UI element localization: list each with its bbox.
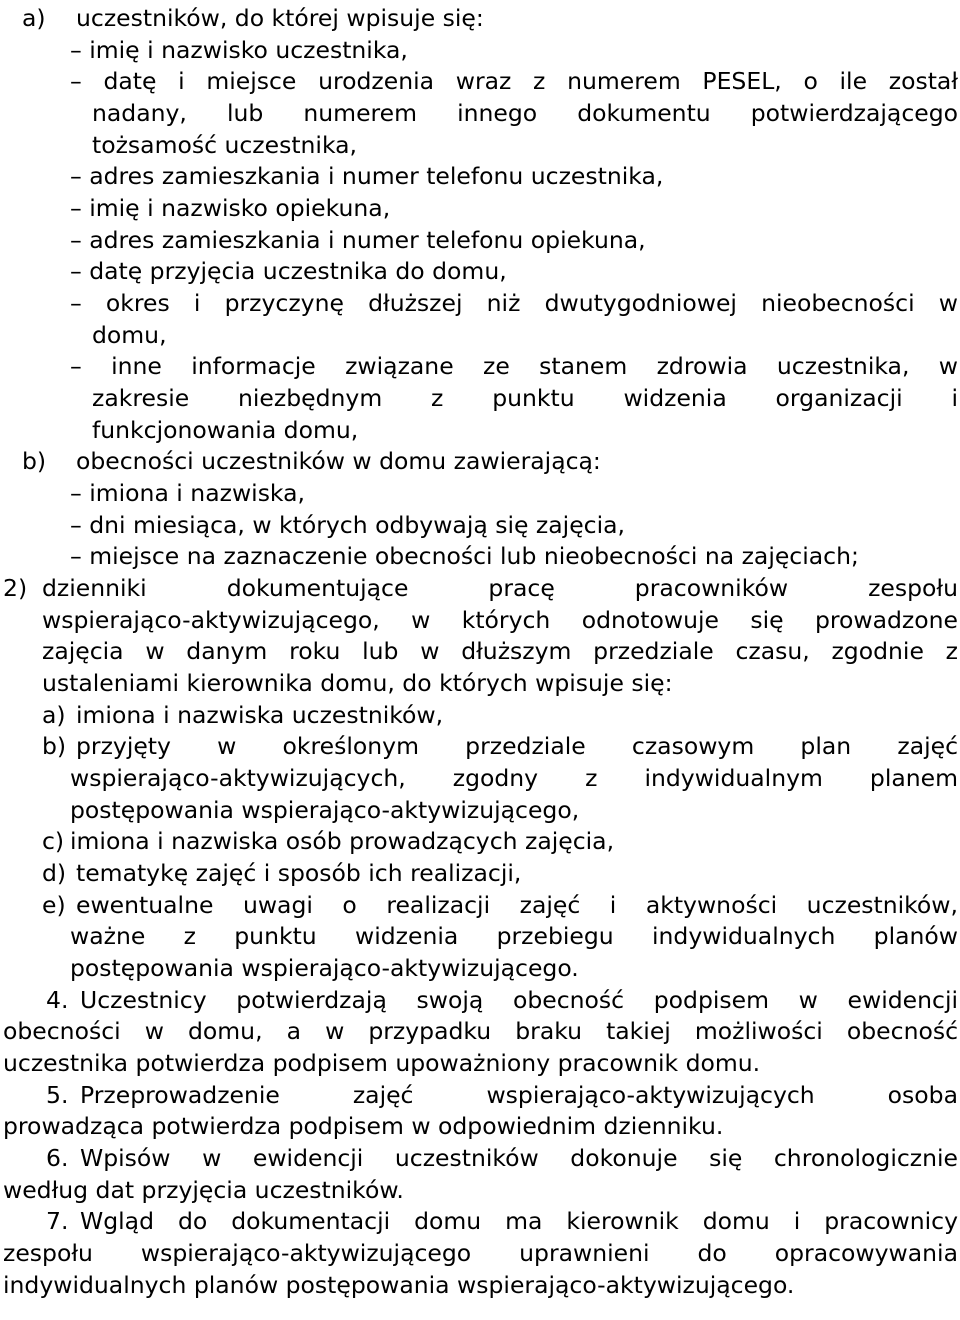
paragraph-line: Wpisów w ewidencji uczestników dokonuje się chronologicznie <box>80 1144 958 1172</box>
paragraph-line: według dat przyjęcia uczestników. <box>3 1176 404 1204</box>
list-a-dash-line: – datę i miejsce urodzenia wraz z numerem PESEL, o ile został <box>70 67 958 95</box>
point-2-line: wspierająco-aktywizującego, w których odnotowuje się prowadzone <box>42 606 958 634</box>
paragraph-line: indywidualnych planów postępowania wspierająco-aktywizującego. <box>3 1271 795 1299</box>
item-marker: a) <box>42 701 66 729</box>
list-marker-a: a) <box>22 4 46 32</box>
paragraph-line: obecności w domu, a w przypadku braku takiej możliwości obecność <box>3 1017 958 1045</box>
item-marker: b) <box>42 732 67 760</box>
list-a-continuation-line: domu, <box>92 321 167 349</box>
list-a-dash-line: – imię i nazwisko opiekuna, <box>70 194 391 222</box>
list-a-dash-line: – inne informacje związane ze stanem zdrowia uczestnika, w <box>70 352 958 380</box>
item-line: tematykę zajęć i sposób ich realizacji, <box>76 859 522 887</box>
paragraph-line: prowadząca potwierdza podpisem w odpowiednim dzienniku. <box>3 1112 724 1140</box>
paragraph-line: zespołu wspierająco-aktywizującego uprawnieni do opracowywania <box>3 1239 958 1267</box>
paragraph-number: 6. <box>46 1144 69 1172</box>
item-marker: d) <box>42 859 67 887</box>
item-line: ważne z punktu widzenia przebiegu indywidualnych planów <box>70 922 958 950</box>
paragraph-line: uczestnika potwierdza podpisem upoważniony pracownik domu. <box>3 1049 761 1077</box>
point-2-line: ustaleniami kierownika domu, do których wpisuje się: <box>42 669 673 697</box>
list-a-dash-line: – imię i nazwisko uczestnika, <box>70 36 408 64</box>
item-line: postępowania wspierająco-aktywizującego, <box>70 796 580 824</box>
list-a-continuation-line: tożsamość uczestnika, <box>92 131 358 159</box>
item-line: imiona i nazwiska osób prowadzących zajęcia, <box>70 827 615 855</box>
paragraph-line: Przeprowadzenie zajęć wspierająco-aktywizujących osoba <box>80 1081 958 1109</box>
list-b-dash-line: – miejsce na zaznaczenie obecności lub nieobecności na zajęciach; <box>70 542 859 570</box>
point-2-line: dzienniki dokumentujące pracę pracowników zespołu <box>42 574 958 602</box>
point-2-line: zajęcia w danym roku lub w dłuższym przedziale czasu, zgodnie z <box>42 637 958 665</box>
list-a-dash-line: – adres zamieszkania i numer telefonu opiekuna, <box>70 226 646 254</box>
paragraph-line: Wgląd do dokumentacji domu ma kierownik domu i pracownicy <box>80 1207 958 1235</box>
list-b-dash-line: – dni miesiąca, w których odbywają się zajęcia, <box>70 511 625 539</box>
item-line: ewentualne uwagi o realizacji zajęć i aktywności uczestników, <box>76 891 958 919</box>
list-marker-b: b) <box>22 447 47 475</box>
item-marker: e) <box>42 891 66 919</box>
item-line: wspierająco-aktywizujących, zgodny z indywidualnym planem <box>70 764 958 792</box>
list-a-continuation-line: zakresie niezbędnym z punktu widzenia organizacji i <box>92 384 958 412</box>
item-line: postępowania wspierająco-aktywizującego. <box>70 954 579 982</box>
paragraph-number: 5. <box>46 1081 69 1109</box>
list-a-dash-line: – okres i przyczynę dłuższej niż dwutygodniowej nieobecności w <box>70 289 958 317</box>
paragraph-number: 4. <box>46 986 69 1014</box>
list-a-dash-line: – adres zamieszkania i numer telefonu uczestnika, <box>70 162 664 190</box>
list-b-line: obecności uczestników w domu zawierającą: <box>76 447 601 475</box>
paragraph-line: Uczestnicy potwierdzają swoją obecność podpisem w ewidencji <box>80 986 958 1014</box>
item-line: przyjęty w określonym przedziale czasowym plan zajęć <box>76 732 958 760</box>
list-a-continuation-line: funkcjonowania domu, <box>92 416 359 444</box>
list-a-dash-line: – datę przyjęcia uczestnika do domu, <box>70 257 507 285</box>
item-line: imiona i nazwiska uczestników, <box>76 701 444 729</box>
list-b-dash-line: – imiona i nazwiska, <box>70 479 305 507</box>
list-a-continuation-line: nadany, lub numerem innego dokumentu potwierdzającego <box>92 99 958 127</box>
point-2-marker: 2) <box>3 574 28 602</box>
item-marker: c) <box>42 827 65 855</box>
list-a-line: uczestników, do której wpisuje się: <box>76 4 484 32</box>
paragraph-number: 7. <box>46 1207 69 1235</box>
